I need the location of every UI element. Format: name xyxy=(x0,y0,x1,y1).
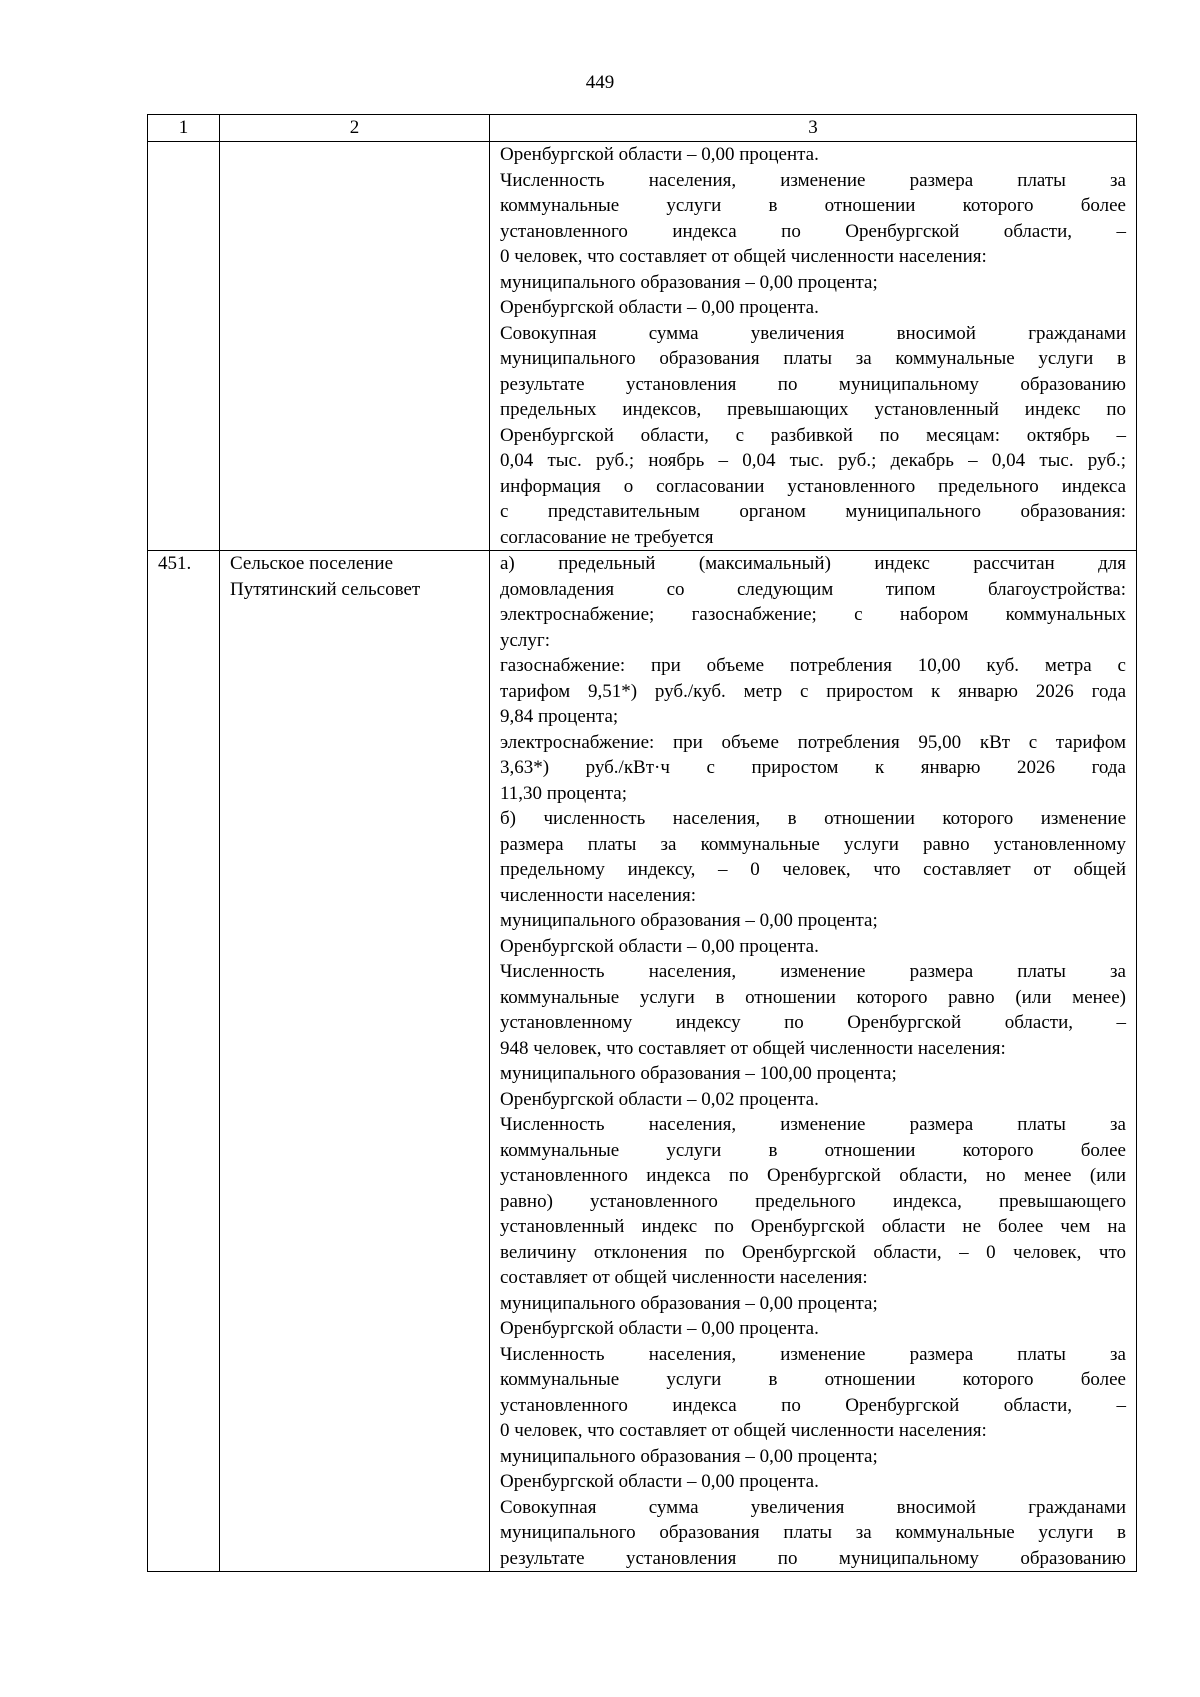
index-description xyxy=(490,142,1137,551)
text-line: услуг: xyxy=(500,629,550,651)
table-row xyxy=(148,142,1137,551)
index-description xyxy=(490,551,1137,1572)
document-table xyxy=(147,114,1137,1572)
text-line: Численность населения, изменение размера платы за xyxy=(500,961,1126,982)
text-line: коммунальные услуги в отношении которого более xyxy=(500,195,1126,216)
text-line: муниципального образования – 0,00 процента; xyxy=(500,1292,878,1314)
text-line: равно) установленного предельного индекса, превышающего xyxy=(500,1190,1126,1212)
text-line: результате установления по муниципальному образованию xyxy=(500,1547,1126,1569)
row-number: 451. xyxy=(148,551,220,1572)
text-line: электроснабжение; газоснабжение; с набором коммунальных xyxy=(500,604,1126,625)
text-line: 3,63*) руб./кВт·ч с приростом к январю 2026 года xyxy=(500,757,1126,778)
text-line: Численность населения, изменение размера платы за xyxy=(500,1343,1126,1365)
text-line: установленного индекса по Оренбургской области, – xyxy=(500,1394,1126,1416)
table-header-row xyxy=(148,115,1137,142)
municipality-name xyxy=(220,551,490,1572)
text-line: муниципального образования – 0,00 процента; xyxy=(500,271,878,293)
text-line: предельному индексу, – 0 человек, что составляет от общей xyxy=(500,859,1126,880)
column-header-2: 2 xyxy=(220,115,490,142)
text-line: коммунальные услуги в отношении которого равно (или менее) xyxy=(500,986,1126,1008)
text-line: установленному индексу по Оренбургской области, – xyxy=(500,1012,1126,1033)
table-row xyxy=(148,551,1137,1572)
text-line: Оренбургской области, с разбивкой по месяцам: октябрь – xyxy=(500,424,1126,446)
text-line: 0,04 тыс. руб.; ноябрь – 0,04 тыс. руб.; декабрь – 0,04 тыс. руб.; xyxy=(500,450,1126,471)
text-line: численности населения: xyxy=(500,884,697,906)
text-line: согласование не требуется xyxy=(500,526,714,548)
text-line: муниципального образования платы за коммунальные услуги в xyxy=(500,348,1126,369)
text-line: Численность населения, изменение размера платы за xyxy=(500,169,1126,191)
text-line: Оренбургской области – 0,00 процента. xyxy=(500,1471,819,1492)
municipality-name xyxy=(220,142,490,551)
text-line: размера платы за коммунальные услуги равно установленному xyxy=(500,833,1126,855)
page-number: 449 xyxy=(585,72,615,93)
text-line: коммунальные услуги в отношении которого более xyxy=(500,1139,1126,1161)
text-line: установленного индекса по Оренбургской области, но менее (или xyxy=(500,1165,1126,1186)
text-line: Оренбургской области – 0,00 процента. xyxy=(500,144,819,165)
text-line: муниципального образования платы за коммунальные услуги в xyxy=(500,1522,1126,1543)
text-line: муниципального образования – 100,00 процента; xyxy=(500,1063,897,1084)
text-line: составляет от общей численности населения: xyxy=(500,1267,868,1288)
municipality-name-line: Сельское поселение xyxy=(230,553,394,574)
text-line: результате установления по муниципальному образованию xyxy=(500,373,1126,395)
text-line: б) численность населения, в отношении которого изменение xyxy=(500,808,1126,829)
text-line: Совокупная сумма увеличения вносимой гражданами xyxy=(500,322,1126,344)
text-line: Совокупная сумма увеличения вносимой гражданами xyxy=(500,1496,1126,1518)
text-line: коммунальные услуги в отношении которого более xyxy=(500,1369,1126,1390)
text-line: тарифом 9,51*) руб./куб. метр с приростом к январю 2026 года xyxy=(500,680,1126,702)
text-line: предельных индексов, превышающих установленный индекс по xyxy=(500,399,1126,420)
text-line: 11,30 процента; xyxy=(500,782,627,804)
text-line: 0 человек, что составляет от общей численности населения: xyxy=(500,246,987,267)
text-line: электроснабжение: при объеме потребления 95,00 кВт с тарифом xyxy=(500,731,1126,753)
text-line: с представительным органом муниципального образования: xyxy=(500,501,1126,522)
text-line: Численность населения, изменение размера платы за xyxy=(500,1114,1126,1135)
text-line: Оренбургской области – 0,00 процента. xyxy=(500,297,819,318)
text-line: 9,84 процента; xyxy=(500,706,619,727)
text-line: газоснабжение: при объеме потребления 10,00 куб. метра с xyxy=(500,655,1126,676)
text-line: 0 человек, что составляет от общей численности населения: xyxy=(500,1420,987,1441)
text-line: муниципального образования – 0,00 процента; xyxy=(500,910,878,931)
text-line: 948 человек, что составляет от общей численности населения: xyxy=(500,1037,1006,1059)
text-line: Оренбургской области – 0,00 процента. xyxy=(500,935,819,957)
text-line: а) предельный (максимальный) индекс рассчитан для xyxy=(500,553,1126,574)
text-line: домовладения со следующим типом благоустройства: xyxy=(500,578,1126,600)
text-line: информация о согласовании установленного предельного индекса xyxy=(500,475,1126,497)
text-line: Оренбургской области – 0,00 процента. xyxy=(500,1318,819,1339)
text-line: муниципального образования – 0,00 процента; xyxy=(500,1445,878,1467)
row-number xyxy=(148,142,220,551)
text-line: установленного индекса по Оренбургской области, – xyxy=(500,220,1126,242)
municipality-name-line: Путятинский сельсовет xyxy=(230,578,421,600)
text-line: Оренбургской области – 0,02 процента. xyxy=(500,1088,819,1110)
text-line: установленный индекс по Оренбургской области не более чем на xyxy=(500,1216,1126,1237)
column-header-3: 3 xyxy=(490,115,1137,142)
text-line: величину отклонения по Оренбургской области, – 0 человек, что xyxy=(500,1241,1126,1263)
column-header-1: 1 xyxy=(148,115,220,142)
